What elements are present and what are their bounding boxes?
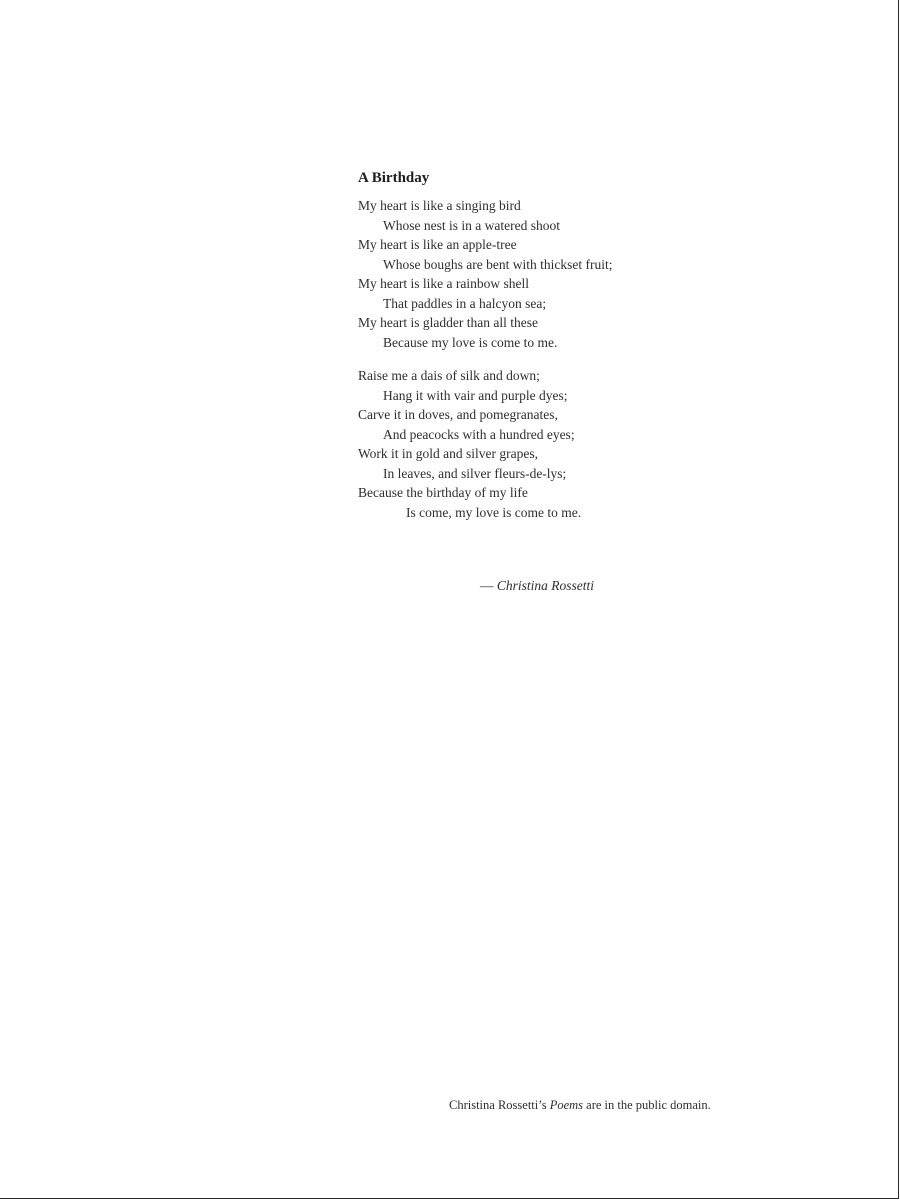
poem-title: A Birthday — [358, 170, 430, 186]
footer-book-title: Poems — [549, 1098, 584, 1112]
poem-line: Because my love is come to me. — [383, 334, 558, 350]
public-domain-note — [449, 1096, 711, 1114]
attribution-author: Christina Rossetti — [496, 578, 595, 593]
poem-line: Because the birthday of my life — [358, 485, 528, 500]
stanza-2 — [358, 366, 778, 522]
footer-text-after: are in the public domain. — [583, 1098, 711, 1112]
poem-line: My heart is like an apple-tree — [358, 237, 517, 252]
poem-line: In leaves, and silver fleurs-de-lys; — [383, 465, 567, 481]
poem-line: Work it in gold and silver grapes, — [358, 446, 539, 461]
stanza-1 — [358, 196, 778, 352]
poem-line: Whose boughs are bent with thickset fruit; — [383, 256, 613, 272]
poem-line: My heart is gladder than all these — [358, 315, 538, 330]
poem-attribution — [480, 576, 594, 595]
poem-line: My heart is like a singing bird — [358, 198, 521, 213]
poem-line: My heart is like a rainbow shell — [358, 276, 529, 291]
poem — [358, 168, 778, 536]
poem-line: And peacocks with a hundred eyes; — [383, 426, 575, 442]
poem-line: Hang it with vair and purple dyes; — [383, 387, 568, 403]
poem-line: Carve it in doves, and pomegranates, — [358, 407, 558, 422]
poem-line: Whose nest is in a watered shoot — [383, 217, 560, 233]
attribution-dash: — — [480, 578, 497, 593]
footer-text-before: Christina Rossetti’s — [449, 1098, 550, 1112]
poem-line: Is come, my love is come to me. — [406, 504, 582, 520]
poem-line: Raise me a dais of silk and down; — [358, 368, 540, 383]
poem-line: That paddles in a halcyon sea; — [383, 295, 547, 311]
